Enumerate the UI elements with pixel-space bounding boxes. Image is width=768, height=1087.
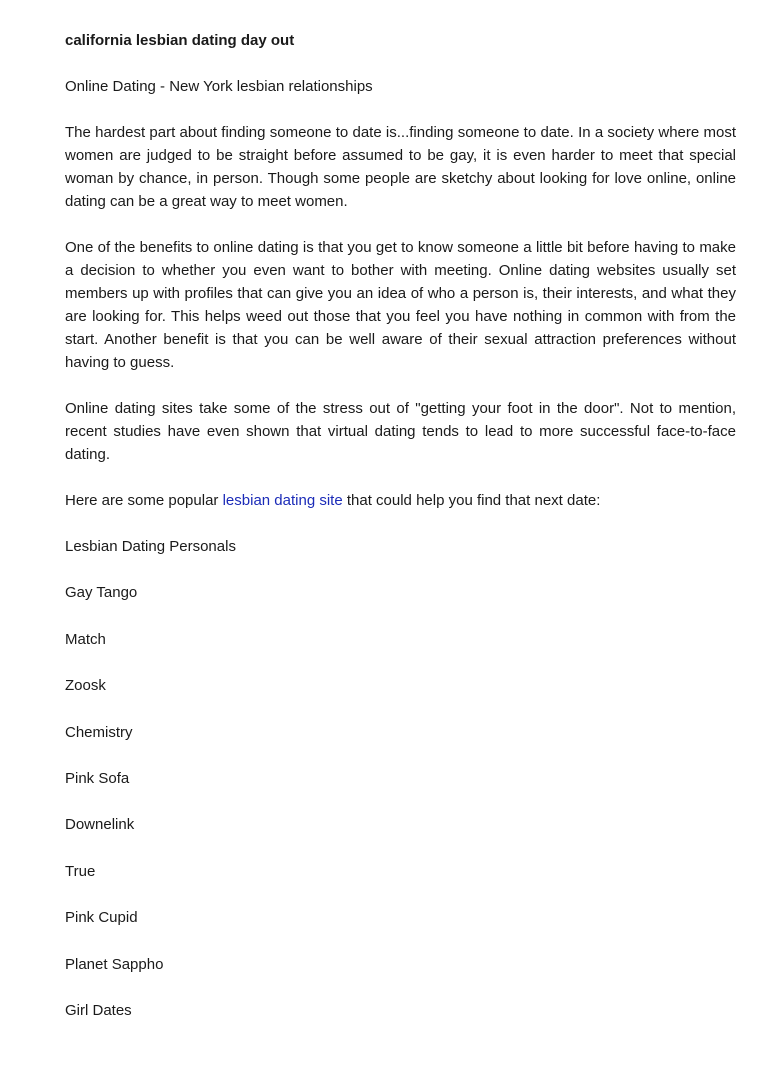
lesbian-dating-site-link[interactable]: lesbian dating site: [222, 492, 343, 509]
dating-sites-list: [65, 535, 736, 1022]
list-item: Lesbian Dating Personals: [65, 538, 236, 555]
sites-intro-before: Here are some popular: [65, 492, 223, 509]
list-item: Match: [65, 630, 106, 648]
list-item: Downelink: [65, 816, 135, 834]
list-item: True: [65, 862, 96, 880]
list-item: Pink Cupid: [65, 909, 138, 927]
sites-intro-after: that could help you find that next date:: [342, 492, 601, 509]
list-item: Pink Sofa: [65, 769, 130, 787]
list-item: Gay Tango: [65, 584, 138, 602]
list-item: Chemistry: [65, 723, 133, 741]
list-item: Planet Sappho: [65, 955, 164, 973]
paragraph-benefits: One of the benefits to online dating is that you get to know someone a little bit before having to make a decision to whether you even want to bother with meeting. Online dating websites usually set members up with profiles that can give you an idea of who a person is, their interests, and what they are looking for. This helps weed out those that you feel you have nothing in common with from the start. Another benefit is that you can be well aware of their sexual attraction preferences without having to guess.: [65, 239, 736, 371]
list-item: Zoosk: [65, 677, 106, 695]
sites-intro: [65, 489, 736, 512]
document-title: california lesbian dating day out: [65, 32, 295, 49]
document-subtitle: Online Dating - New York lesbian relationships: [65, 78, 373, 95]
paragraph-stress: Online dating sites take some of the stress out of "getting your foot in the door". Not to mention, recent studies have even shown that virtual dating tends to lead to more successful face-to-face dating.: [65, 400, 736, 463]
list-item: Girl Dates: [65, 1001, 132, 1019]
paragraph-hardest-part: The hardest part about finding someone to date is...finding someone to date. In a society where most women are judged to be straight before assumed to be gay, it is even harder to meet that special woman by chance, in person. Though some people are sketchy about looking for love online, online dating can be a great way to meet women.: [65, 124, 736, 210]
